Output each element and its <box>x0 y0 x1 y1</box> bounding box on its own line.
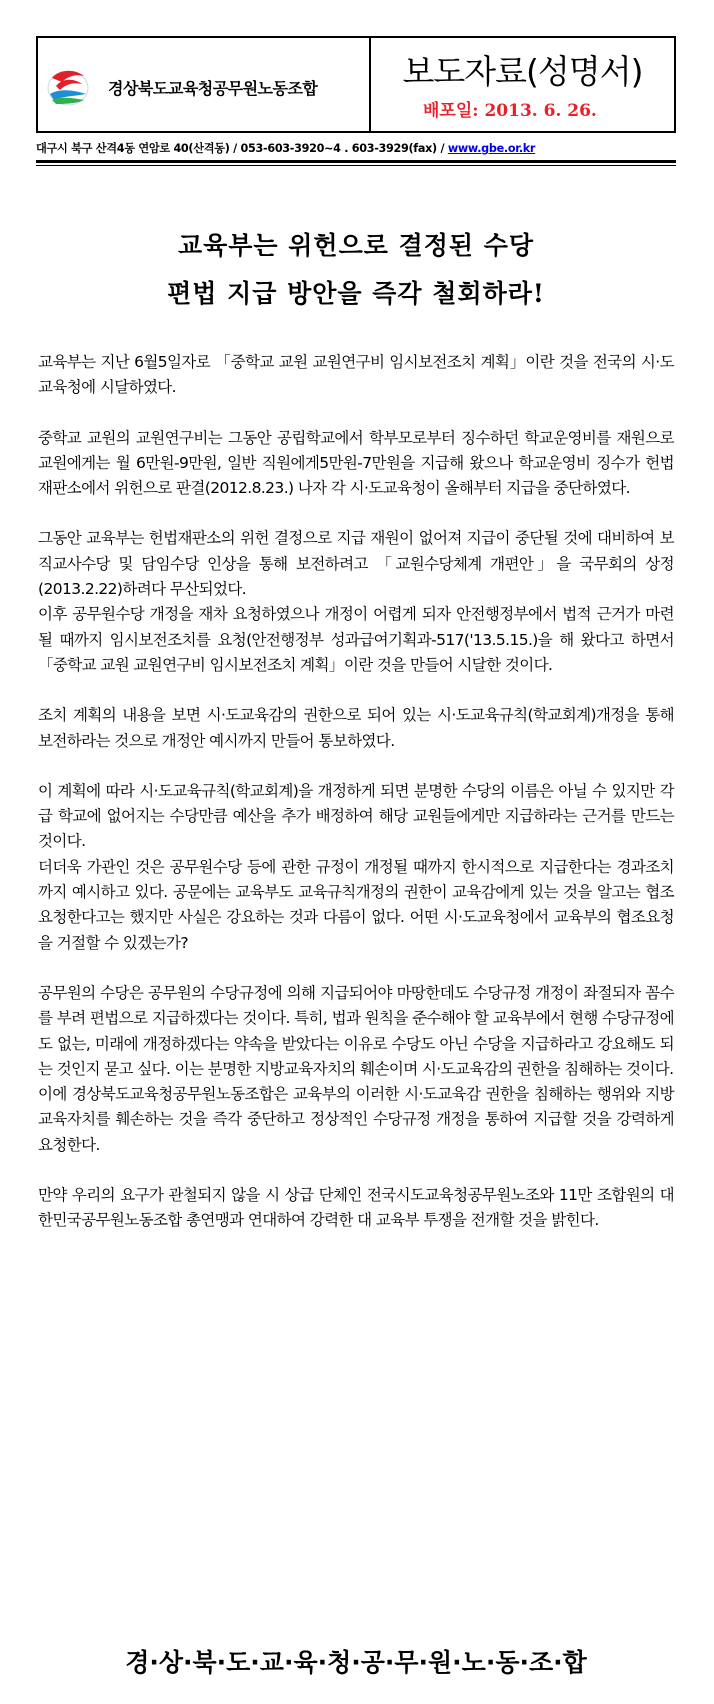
paragraph: 이후 공무원수당 개정을 재차 요청하였으나 개정이 어렵게 되자 안전행정부에서 법적 근거가 마련될 때까지 임시보전조치를 요청(안전행정부 성과급여기획과-517('13.5.15.)을 해 왔다고 하면서 「중학교 교원 교원연구비 임시보전조치 계획」이란 것을 만들어 시달한 것이다. <box>38 605 674 674</box>
union-logo-icon <box>46 66 90 106</box>
contact-address: 대구시 북구 산격4동 연암로 40(산격동) / 053-603-3920~4 . 603-3929(fax) / <box>36 142 448 155</box>
release-date: 배포일: 2013. 6. 26. <box>423 101 597 121</box>
paragraph: 중학교 교원의 교원연구비는 그동안 공립학교에서 학부모로부터 징수하던 학교운영비를 재원으로 교원에게는 월 6만원-9만원, 일반 직원에게5만원-7만원을 지급해 왔으나 학교운영비 징수가 헌법재판소에서 위헌으로 판결(2012.8.23.) 나자 각 시·도교육청이 올해부터 지급을 중단하였다. <box>38 428 674 498</box>
contact-line <box>36 140 676 156</box>
signature: 경·상·북·도·교·육·청·공·무·원·노·동·조·합 <box>125 1648 587 1677</box>
paragraph: 만약 우리의 요구가 관철되지 않을 시 상급 단체인 전국시도교육청공무원노조와 11만 조합원의 대한민국공무원노동조합 총연맹과 연대하여 강력한 대 교육부 투쟁을 전개할 것을 밝힌다. <box>38 1186 674 1230</box>
doc-type-title: 보도자료(성명서) <box>402 52 643 91</box>
paragraph: 이 계획에 따라 시·도교육규칙(학교회계)을 개정하게 되면 분명한 수당의 이름은 아닐 수 있지만 각급 학교에 없어지는 수당만큼 예산을 추가 배정하여 해당 교원들에게만 지급하라는 근거를 만드는 것이다. <box>38 781 674 851</box>
header-org-cell <box>38 38 371 131</box>
paragraph: 조치 계획의 내용을 보면 시·도교육감의 권한으로 되어 있는 시·도교육규칙(학교회계)개정을 통해 보전하라는 것으로 개정안 예시까지 만들어 통보하였다. <box>38 706 674 750</box>
paragraph: 이에 경상북도교육청공무원노동조합은 교육부의 이러한 시·도교육감 권한을 침해하는 행위와 지방교육자치를 훼손하는 것을 즉각 중단하고 정상적인 수당규정 개정을 통하여 지급할 것을 강력하게 요청한다. <box>38 1085 674 1154</box>
paragraph: 더더욱 가관인 것은 공무원수당 등에 관한 규정이 개정될 때까지 한시적으로 지급한다는 경과조치까지 예시하고 있다. 공문에는 교육부도 교육규칙개정의 권한이 교육감에게 있는 것을 알고는 협조 요청한다고는 했지만 사실은 강요하는 것과 다름이 없다. 어떤 시·도교육청에서 교육부의 협조요청을 거절할 수 있겠는가? <box>38 857 674 952</box>
paragraph: 그동안 교육부는 헌법재판소의 위헌 결정으로 지급 재원이 없어져 지급이 중단될 것에 대비하여 보직교사수당 및 담임수당 인상을 통해 보전하려고 「교원수당체계 개편안」을 국무회의 상정(2013.2.22)하려다 무산되었다. <box>38 529 674 599</box>
headline-line-1: 교육부는 위헌으로 결정된 수당 <box>177 231 535 260</box>
paragraph: 교육부는 지난 6월5일자로 「중학교 교원 교원연구비 임시보전조치 계획」이란 것을 전국의 시·도교육청에 시달하였다. <box>38 353 674 397</box>
headline-line-2: 편법 지급 방안을 즉각 철회하라! <box>167 279 545 308</box>
divider-thin <box>36 165 676 166</box>
divider-thick <box>36 160 676 163</box>
paragraph: 공무원의 수당은 공무원의 수당규정에 의해 지급되어야 마땅한데도 수당규정 개정이 좌절되자 꼼수를 부려 편법으로 지급하겠다는 것이다. 특히, 법과 원칙을 준수해야 할 교육부에서 현행 수당규정에도 없는, 미래에 개정하겠다는 약속을 받았다는 이유로 수당도 아닌 수당을 지급하라고 강요해도 되는 것인지 묻고 싶다. 이는 분명한 지방교육자치의 훼손이며 시·도교육감의 권한을 침해하는 것이다. <box>38 983 674 1078</box>
header-box <box>36 36 676 133</box>
article-body <box>38 350 674 1259</box>
header-title-cell <box>371 38 674 131</box>
website-link[interactable]: www.gbe.or.kr <box>447 142 536 155</box>
org-name: 경상북도교육청공무원노동조합 <box>108 79 318 98</box>
